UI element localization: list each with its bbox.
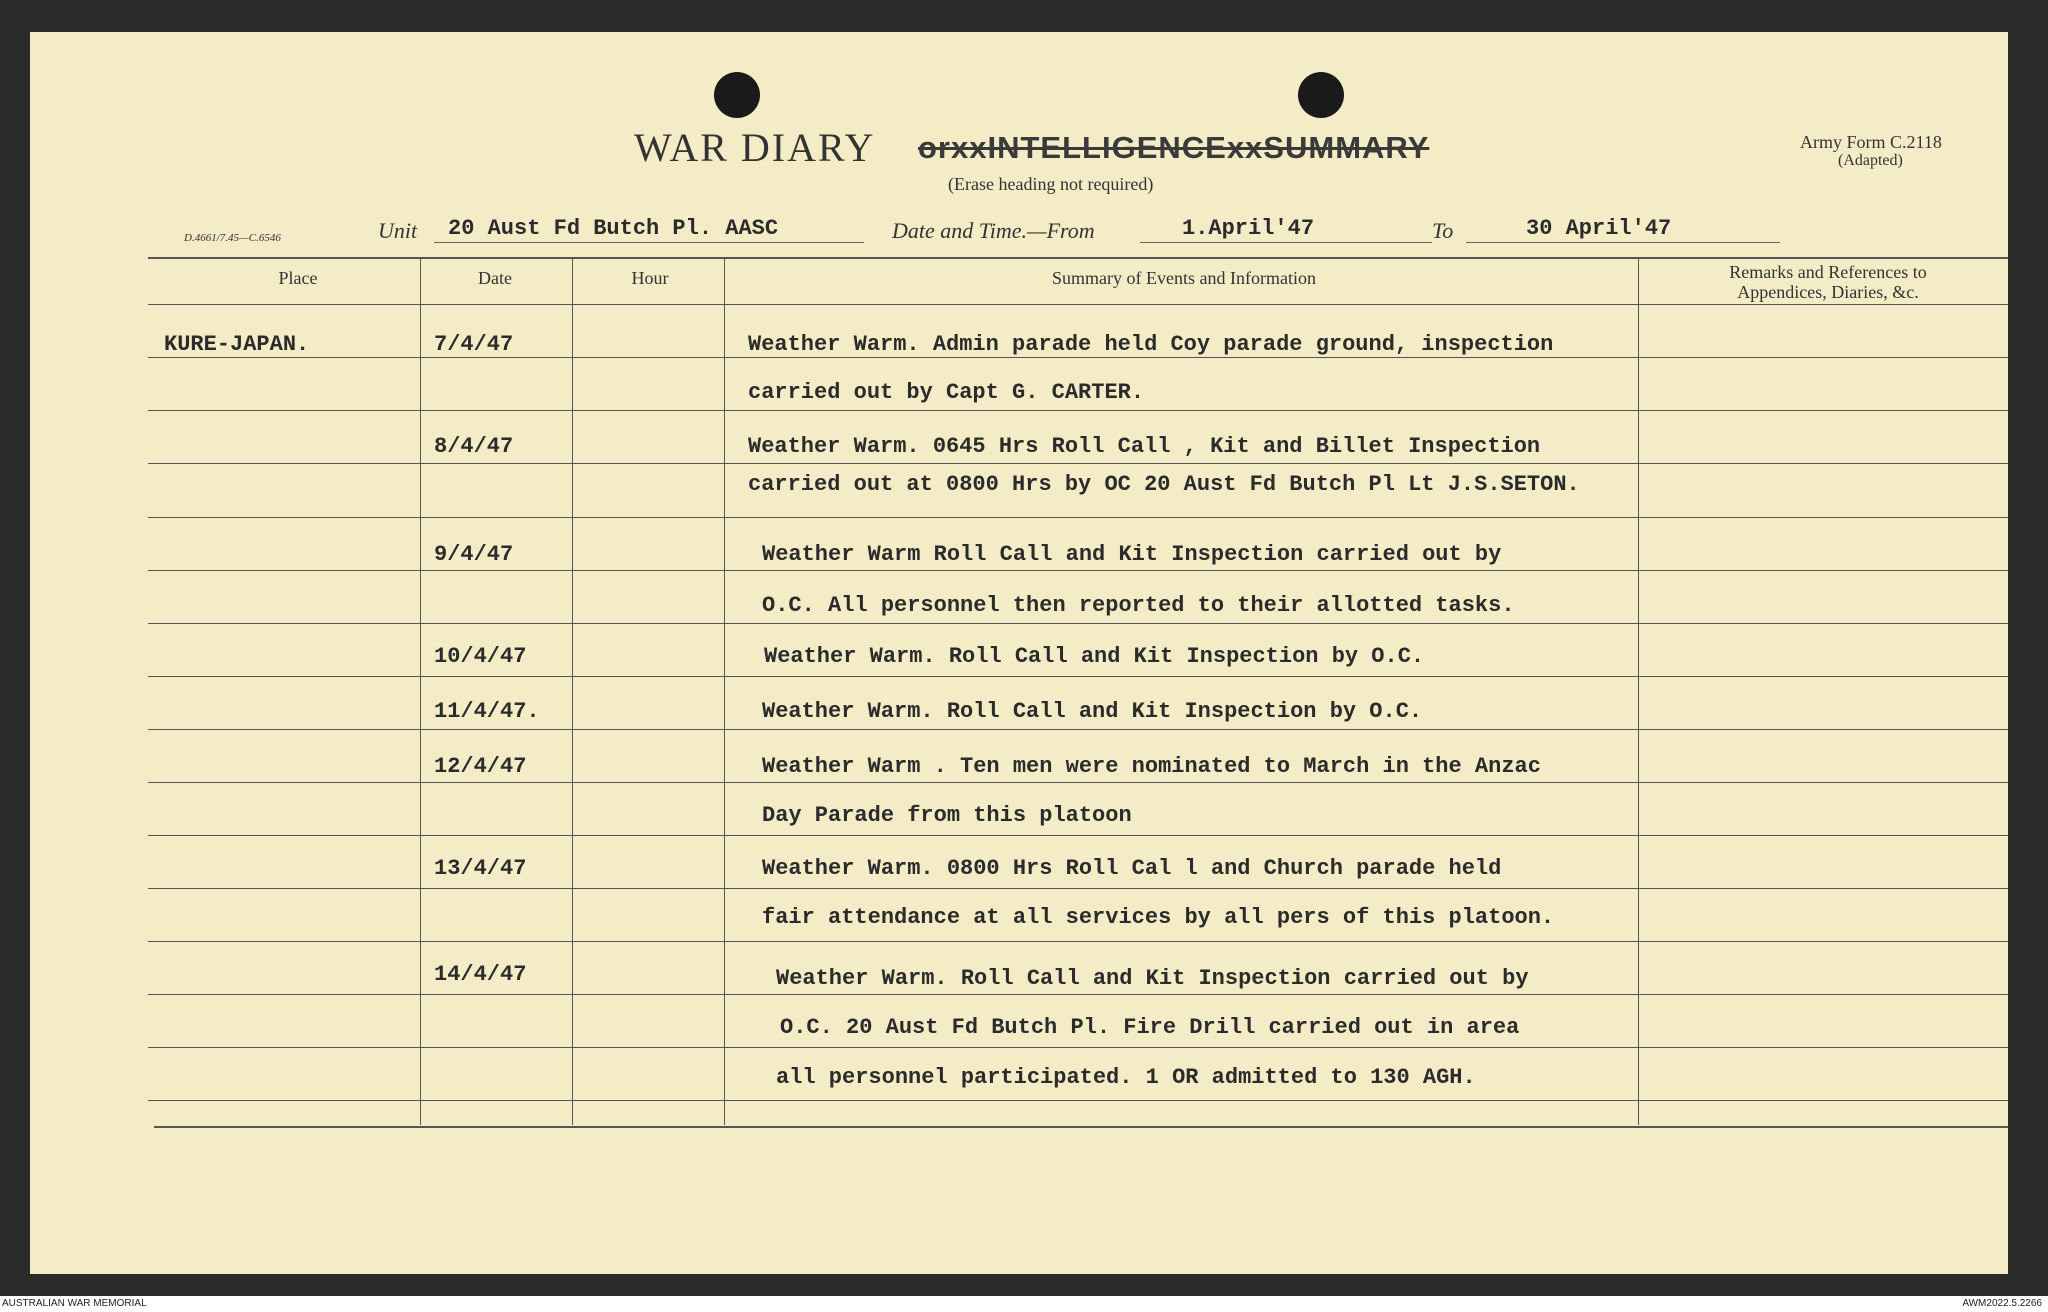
summary-line: O.C. 20 Aust Fd Butch Pl. Fire Drill carried out in area — [780, 1015, 1520, 1040]
ruled-line — [148, 888, 2008, 889]
summary-line: Weather Warm Roll Call and Kit Inspection carried out by — [762, 542, 1502, 567]
date-cell: 9/4/47 — [434, 542, 514, 567]
ruled-line — [148, 410, 2008, 411]
divider-place-date — [420, 259, 421, 1125]
ruled-line — [148, 676, 2008, 677]
punch-hole-right — [1298, 72, 1344, 118]
ruled-line — [148, 1047, 2008, 1048]
unit-underline — [434, 242, 864, 243]
ruled-line — [148, 941, 2008, 942]
from-value: 1.April'47 — [1182, 216, 1315, 241]
summary-line: Weather Warm. Roll Call and Kit Inspection by O.C. — [762, 699, 1423, 724]
summary-line: O.C. All personnel then reported to their allotted tasks. — [762, 593, 1515, 618]
from-underline — [1140, 242, 1432, 243]
struck-heading: orxxINTELLIGENCExxSUMMARY — [918, 130, 1430, 165]
ruled-line — [148, 729, 2008, 730]
date-time-label: Date and Time.—From — [892, 218, 1095, 243]
summary-line: Weather Warm. Roll Call and Kit Inspection carried out by — [776, 966, 1529, 991]
summary-line: carried out at 0800 Hrs by OC 20 Aust Fd Butch Pl Lt J.S.SETON. — [748, 472, 1580, 497]
to-value: 30 April'47 — [1526, 216, 1672, 241]
ruled-line — [148, 463, 2008, 464]
ruled-line — [148, 623, 2008, 624]
page-title: WAR DIARY — [634, 125, 876, 170]
archive-footer — [0, 1296, 2048, 1312]
date-cell: 11/4/47. — [434, 699, 540, 724]
place-cell: KURE-JAPAN. — [164, 332, 310, 357]
column-header-place: Place — [278, 268, 318, 288]
summary-line: Weather Warm . Ten men were nominated to March in the Anzac — [762, 754, 1541, 779]
summary-line: fair attendance at all services by all pers of this platoon. — [762, 905, 1555, 930]
table-top-rule — [148, 257, 2008, 259]
column-header-hour: Hour — [631, 268, 669, 288]
ruled-line — [148, 570, 2008, 571]
form-name: Army Form C.2118 — [1800, 132, 1942, 152]
diary-page — [30, 32, 2008, 1274]
date-cell: 7/4/47 — [434, 332, 514, 357]
ruled-line — [148, 782, 2008, 783]
archive-name: AUSTRALIAN WAR MEMORIAL — [2, 1298, 147, 1309]
to-label: To — [1432, 218, 1454, 243]
column-header-remarks-line1: Remarks and References to — [1729, 262, 1927, 282]
divider-hour-summary — [724, 259, 725, 1125]
punch-hole-left — [714, 72, 760, 118]
ruled-line — [148, 835, 2008, 836]
summary-line: Weather Warm. Roll Call and Kit Inspection by O.C. — [764, 644, 1425, 669]
archive-reference: AWM2022.5.2266 — [1962, 1298, 2042, 1309]
summary-line: all personnel participated. 1 OR admitted to 130 AGH. — [776, 1065, 1476, 1090]
divider-date-hour — [572, 259, 573, 1125]
header-rule — [148, 304, 2008, 305]
summary-line: Weather Warm. 0645 Hrs Roll Call , Kit and Billet Inspection — [748, 434, 1541, 459]
ruled-line — [148, 517, 2008, 518]
date-cell: 8/4/47 — [434, 434, 514, 459]
to-underline — [1466, 242, 1780, 243]
unit-label: Unit — [378, 218, 418, 243]
divider-summary-remarks — [1638, 259, 1639, 1125]
date-cell: 13/4/47 — [434, 856, 527, 881]
table-bottom-rule — [154, 1126, 2008, 1128]
summary-line: Weather Warm. Admin parade held Coy parade ground, inspection — [748, 332, 1554, 357]
summary-line: Day Parade from this platoon — [762, 803, 1132, 828]
erase-note: (Erase heading not required) — [948, 174, 1154, 194]
form-adapted: (Adapted) — [1838, 152, 1903, 169]
date-cell: 12/4/47 — [434, 754, 527, 779]
ruled-line — [148, 1100, 2008, 1101]
date-cell: 10/4/47 — [434, 644, 527, 669]
ruled-line — [148, 994, 2008, 995]
form-code: D.4661/7.45—C.6546 — [184, 232, 281, 244]
date-cell: 14/4/47 — [434, 962, 527, 987]
summary-line: carried out by Capt G. CARTER. — [748, 380, 1145, 405]
column-header-summary: Summary of Events and Information — [1052, 268, 1316, 288]
ruled-line — [148, 357, 2008, 358]
unit-value: 20 Aust Fd Butch Pl. AASC — [448, 216, 779, 241]
summary-line: Weather Warm. 0800 Hrs Roll Cal l and Church parade held — [762, 856, 1502, 881]
column-header-date: Date — [478, 268, 512, 288]
column-header-remarks-line2: Appendices, Diaries, &c. — [1737, 282, 1919, 302]
